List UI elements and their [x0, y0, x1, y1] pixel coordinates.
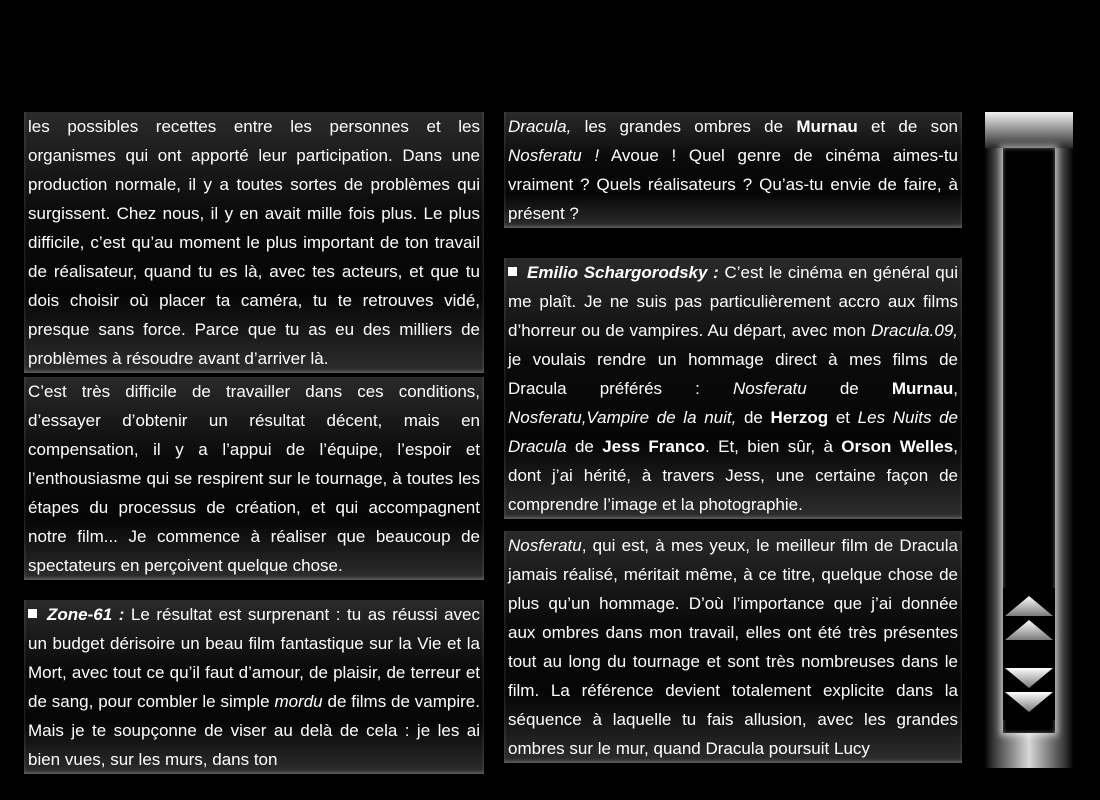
scroll-arrows	[1003, 588, 1055, 720]
paragraph: Dracula, les grandes ombres de Murnau et de son Nosferatu ! Avoue ! Quel genre de cinéma aimes-tu vraiment ? Quels réalisateurs ? Qu’as-tu envie de faire, à présent ?	[508, 117, 959, 223]
answer-paragraph: Emilio Schargorodsky : C’est le cinéma en général qui me plaît. Je ne suis pas particulièrement accro aux films d’horreur ou de vampires. Au départ, avec mon Dracula.09, je voulais rendre un hommage direct à mes films de Dracula préférés : Nosferatu de Murnau, Nosferatu,Vampire de la nuit, de Herzog et Les Nuits de Dracula de Jess Franco. Et, bien sûr, à Orson Welles, dont j’ai hérité, à travers Jess, une certaine façon de comprendre l’image et la photographie.	[508, 263, 959, 514]
paragraph: les possibles recettes entre les personnes et les organismes qui ont apporté leur participation. Dans une production normale, il y a toutes sortes de problèmes qui surgissent. Chez nous, il y en avait mille fois plus. Le plus difficile, c’est qu’au moment le plus important de ton travail de réalisateur, quand tu es là, avec tes acteurs, et que tu dois choisir où placer ta caméra, tu te retrouves vidé, presque sans force. Parce que tu as eu des milliers de problèmes à résoudre avant d’arriver là.	[28, 117, 480, 368]
text-block	[24, 112, 484, 373]
vertical-scrollbar[interactable]	[985, 112, 1073, 768]
page-up-icon[interactable]	[1003, 594, 1055, 618]
bullet-square-icon	[508, 267, 517, 276]
question-paragraph: Zone-61 : Le résultat est surprenant : tu as réussi avec un budget dérisoire un beau film fantastique sur la Vie et la Mort, avec tout ce qu’il faut d’amour, de plaisir, de terreur et de sang, pour combler le simple mordu de films de vampire. Mais je te soupçonne de viser au delà de cela : je les ai bien vues, sur les murs, dans ton	[28, 605, 481, 769]
scrollbar-cap	[985, 112, 1073, 148]
question-block	[24, 600, 484, 774]
page-down-icon[interactable]	[1003, 690, 1055, 714]
line-up-icon[interactable]	[1003, 618, 1055, 642]
speaker-label: Emilio Schargorodsky :	[527, 263, 719, 282]
text-block	[504, 531, 962, 763]
speaker-label: Zone-61 :	[47, 605, 125, 624]
left-text-column	[24, 112, 484, 774]
text-block	[24, 377, 484, 580]
line-down-icon[interactable]	[1003, 666, 1055, 690]
bullet-square-icon	[28, 609, 37, 618]
paragraph: Nosferatu, qui est, à mes yeux, le meilleur film de Dracula jamais réalisé, méritait même, à ce titre, quelque chose de plus qu’un hommage. D’où l’importance que j’ai donnée aux ombres dans mon travail, elles ont été très présentes tout au long du tournage et sont très nombreuses dans le film. La référence devient totalement explicite dans la séquence à laquelle tu fais allusion, avec les grandes ombres sur le mur, quand Dracula poursuit Lucy	[508, 536, 958, 758]
answer-block	[504, 258, 962, 519]
paragraph: C’est très difficile de travailler dans ces conditions, d’essayer d’obtenir un résultat décent, mais en compensation, il y a l’appui de l’équipe, l’espoir et l’enthousiasme qui se respirent sur le tournage, à toutes les étapes du processus de création, et qui accompagnent notre film... Je commence à réaliser que beaucoup de spectateurs en perçoivent quelque chose.	[28, 382, 480, 575]
right-text-column	[504, 112, 962, 763]
text-block	[504, 112, 962, 228]
